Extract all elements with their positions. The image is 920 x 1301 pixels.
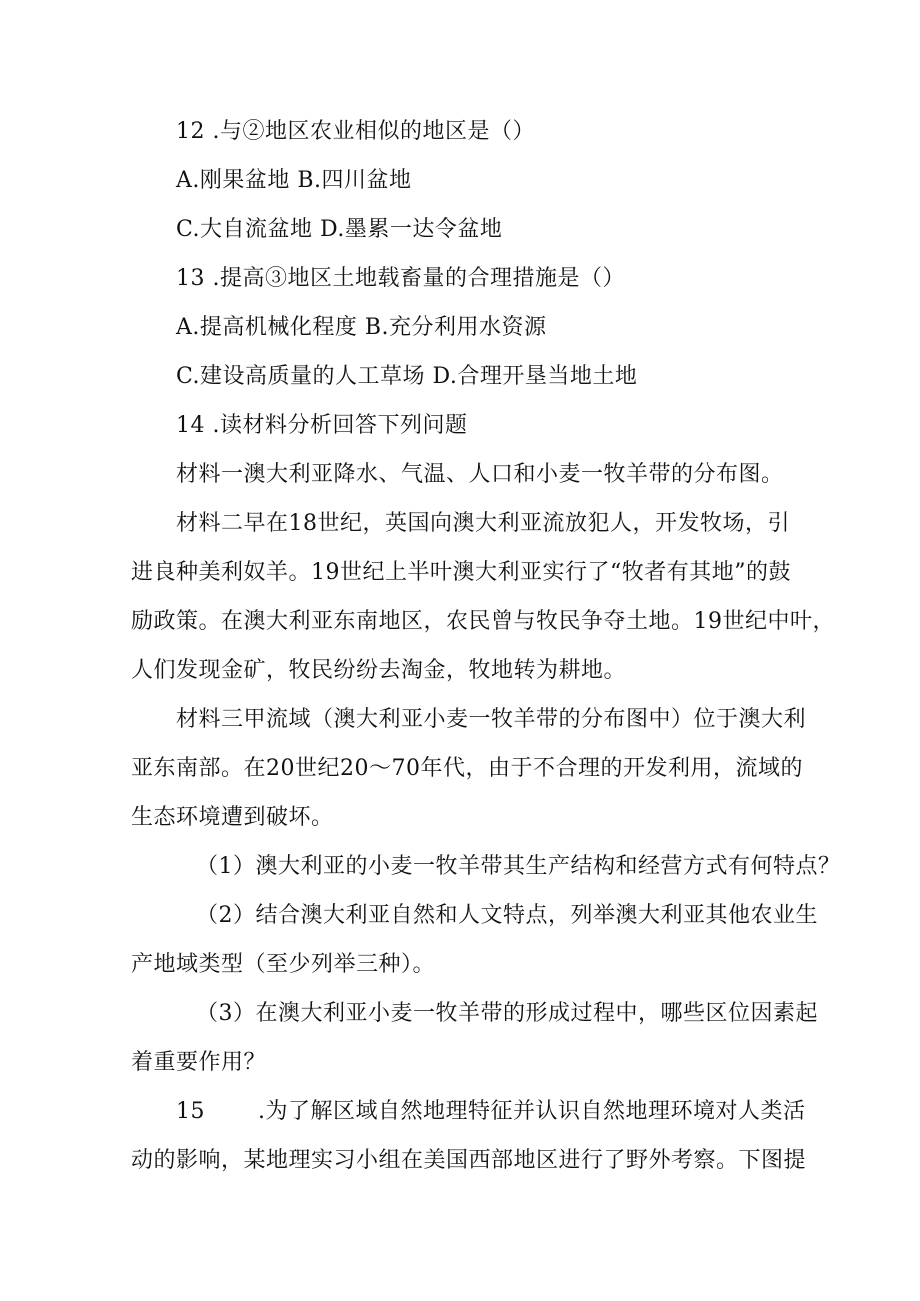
q14-stem: 14 .读材料分析回答下列问题 — [176, 413, 468, 438]
q15-line1: .为了解区域自然地理特征并认识自然地理环境对人类活 — [258, 1099, 806, 1124]
q12-options-ab: A.刚果盆地 B.四川盆地 — [176, 168, 412, 193]
q14-material3-line3: 生态环境遭到破坏。 — [131, 805, 334, 830]
q14-sub1: （1）澳大利亚的小麦一牧羊带其生产结构和经营方式有何特点？ — [196, 854, 841, 879]
q13-options-ab: A.提高机械化程度 B.充分利用水资源 — [176, 315, 547, 340]
q14-material3-line2: 亚东南部。在20世纪20～70年代，由于不合理的开发利用，流域的 — [131, 756, 803, 781]
q12-stem: 12 .与②地区农业相似的地区是（） — [176, 119, 535, 144]
q14-material1: 材料一澳大利亚降水、气温、人口和小麦一牧羊带的分布图。 — [176, 462, 784, 487]
q14-sub2-line1: （2）结合澳大利亚自然和人文特点，列举澳大利亚其他农业生 — [196, 903, 818, 928]
q14-material2-line4: 人们发现金矿，牧民纷纷去淘金，牧地转为耕地。 — [131, 658, 627, 683]
q14-sub3-line1: （3）在澳大利亚小麦一牧羊带的形成过程中，哪些区位因素起 — [196, 1001, 818, 1026]
q15-line2: 动的影响，某地理实习小组在美国西部地区进行了野外考察。下图提 — [131, 1148, 807, 1173]
q14-material2-line1: 材料二早在18世纪，英国向澳大利亚流放犯人，开发牧场，引 — [176, 511, 790, 536]
q14-material3-line1: 材料三甲流域（澳大利亚小麦一牧羊带的分布图中）位于澳大利 — [176, 707, 807, 732]
q13-stem: 13 .提高③地区土地载畜量的合理措施是（） — [176, 266, 625, 291]
q13-options-cd: C.建设高质量的人工草场 D.合理开垦当地土地 — [176, 364, 638, 389]
q12-options-cd: C.大自流盆地 D.墨累一达令盆地 — [176, 217, 503, 242]
q14-sub3-line2: 着重要作用？ — [131, 1050, 267, 1075]
q14-material2-line3: 励政策。在澳大利亚东南地区，农民曾与牧民争夺土地。19世纪中叶， — [131, 609, 835, 634]
q14-material2-line2: 进良种美利奴羊。19世纪上半叶澳大利亚实行了“牧者有其地”的鼓 — [131, 560, 791, 585]
q14-sub2-line2: 产地域类型（至少列举三种）。 — [131, 952, 436, 977]
q15-number: 15 — [176, 1099, 205, 1124]
